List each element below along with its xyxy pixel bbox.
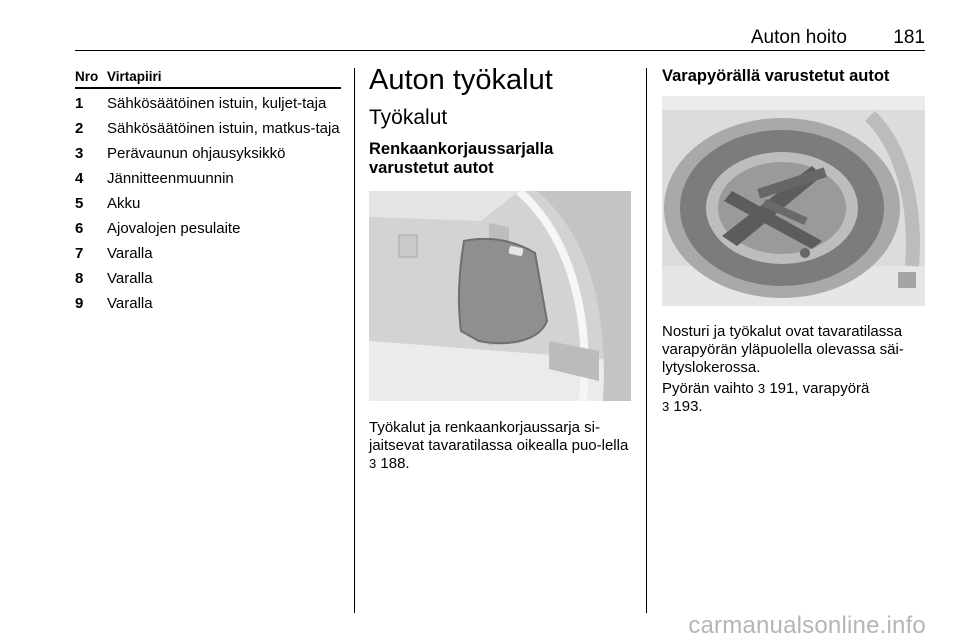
row-number: 5 (75, 195, 84, 212)
row-text: Jännitteenmuunnin (107, 170, 234, 187)
row-number: 2 (75, 120, 84, 137)
spare-wheel-illustration (662, 96, 925, 306)
row-text: Ajovalojen pesulaite (107, 220, 241, 237)
page-reference: 191, varapyörä (769, 380, 870, 397)
row-number: 9 (75, 295, 84, 312)
table-row (75, 220, 341, 238)
row-number: 4 (75, 170, 84, 187)
row-text: Sähkösäätöinen istuin, kuljet-taja (107, 95, 327, 112)
column-tools (369, 63, 631, 178)
row-number: 6 (75, 220, 84, 237)
row-number: 8 (75, 270, 84, 287)
page-reference: 188. (380, 455, 410, 472)
tools-caption (369, 419, 631, 473)
reference-text: Pyörän vaihto (662, 380, 754, 397)
page-reference-icon: 3 (369, 456, 377, 471)
row-number: 1 (75, 95, 84, 112)
table-row (75, 170, 341, 188)
table-row (75, 145, 341, 163)
caption-text: Työkalut ja renkaankorjaussarja si-jaitsevat tavaratilassa oikealla puo-lella (369, 419, 629, 454)
section-title: Auton hoito (750, 27, 847, 48)
row-number: 7 (75, 245, 84, 262)
column-header-nro: Nro (75, 69, 99, 84)
table-row (75, 95, 341, 113)
table-row (75, 195, 341, 213)
row-text: Varalla (107, 295, 153, 312)
column-spare-wheel (662, 67, 925, 86)
trunk-photo (369, 191, 631, 401)
row-text: Akku (107, 195, 141, 212)
table-row (75, 120, 341, 138)
table-row (75, 295, 341, 313)
section-heading: Varapyörällä varustetut autot (662, 67, 890, 85)
column-divider (646, 68, 647, 613)
spare-wheel-photo (662, 96, 925, 306)
fuse-table (75, 67, 341, 313)
row-number: 3 (75, 145, 84, 162)
watermark: carmanualsonline.info (688, 612, 926, 639)
column-divider (354, 68, 355, 613)
page-header (75, 25, 925, 51)
table-header (75, 67, 341, 89)
wheel-change-reference (662, 380, 925, 416)
row-text: Varalla (107, 245, 153, 262)
page-reference: 193. (673, 398, 703, 415)
section-heading: Renkaankorjaussarjalla varustetut autot (369, 140, 554, 177)
row-text: Sähkösäätöinen istuin, matkus-taja (107, 120, 340, 137)
column-header-circuit: Virtapiiri (107, 69, 162, 84)
trunk-illustration (369, 191, 631, 401)
page-reference-icon: 3 (757, 381, 766, 396)
spare-wheel-paragraph: Nosturi ja työkalut ovat tavaratilassa varapyörän yläpuolella olevassa säi-lytyslokerossa. (662, 323, 904, 376)
section-subtitle: Työkalut (369, 106, 448, 129)
row-text: Perävaunun ohjausyksikkö (107, 145, 286, 162)
page-number: 181 (893, 27, 925, 48)
page-title: Auton työkalut (369, 64, 553, 96)
row-text: Varalla (107, 270, 153, 287)
table-row (75, 270, 341, 288)
table-row (75, 245, 341, 263)
page-reference-icon: 3 (662, 399, 670, 414)
